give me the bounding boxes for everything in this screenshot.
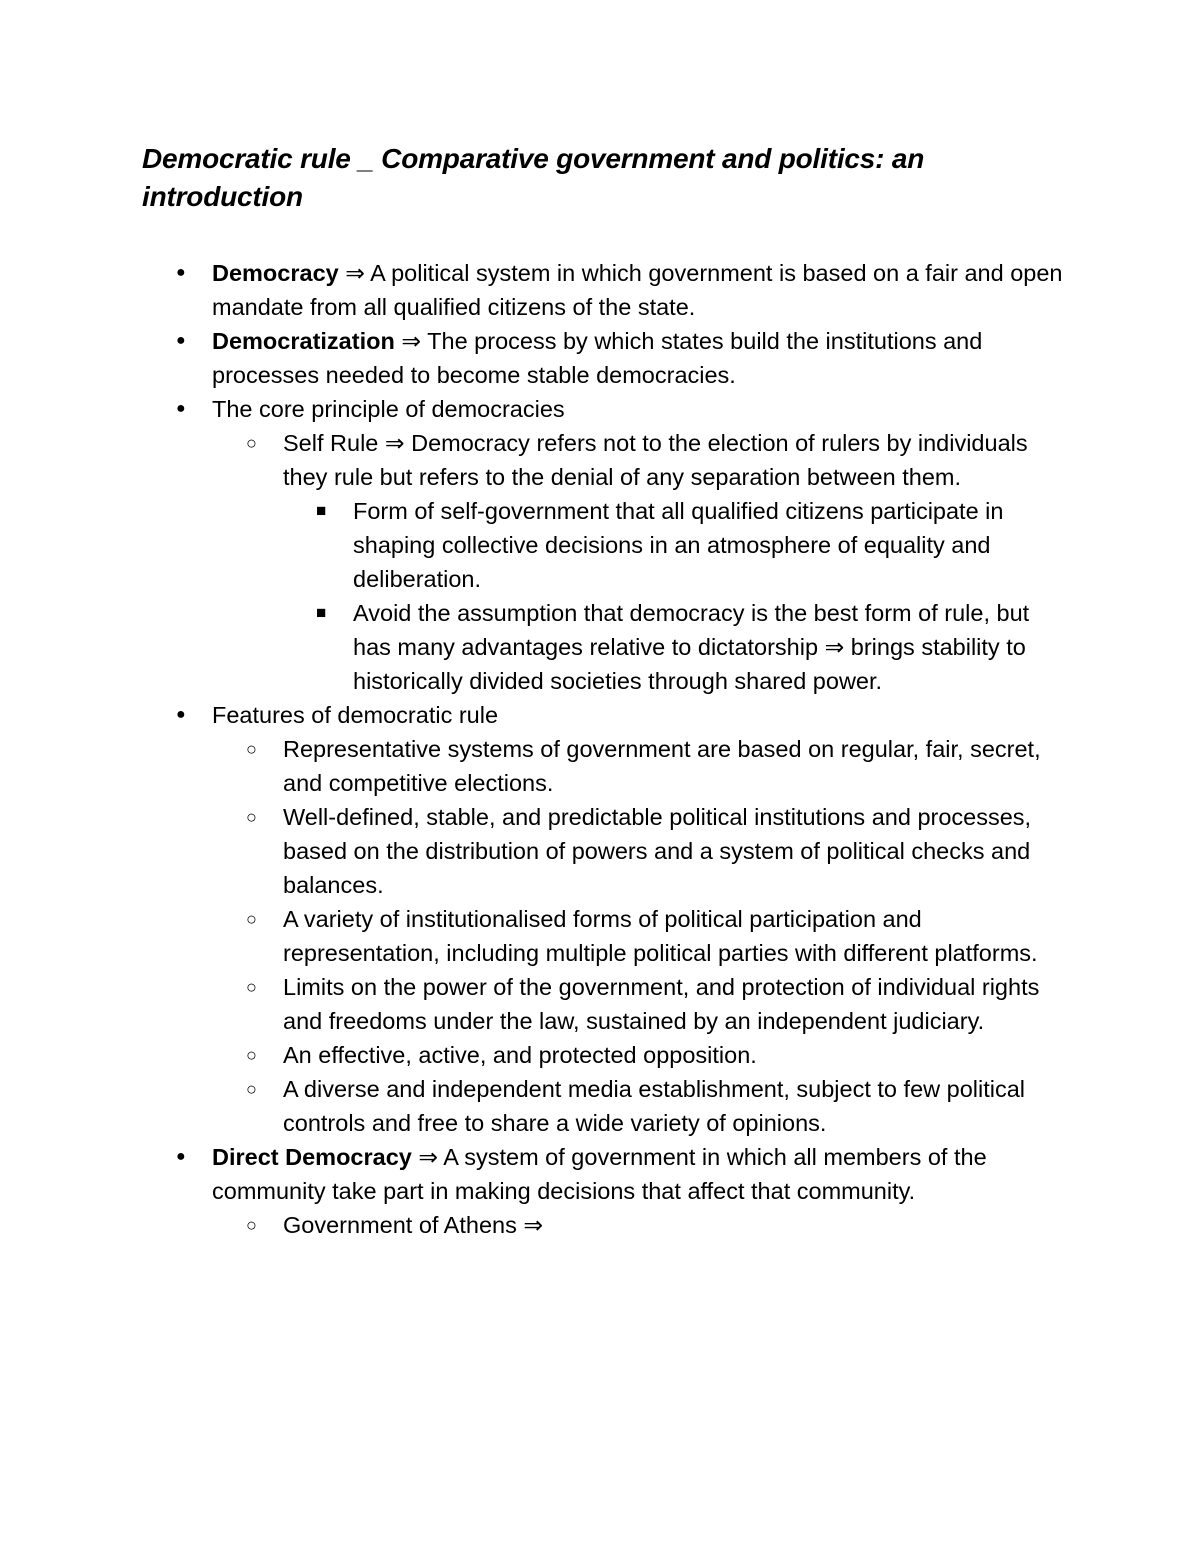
list-item-self-government <box>0 494 1073 596</box>
item-text: ⇒ The process by which states build the institutions and processes needed to become stable democracies. <box>212 328 983 388</box>
circle-bullet-icon: ○ <box>246 1079 257 1099</box>
item-text: Self Rule ⇒ Democracy refers not to the election of rulers by individuals they rule but refers to the denial of any separation between them. <box>283 430 1028 490</box>
item-text: ⇒ A system of government in which all members of the community take part in making decisions that affect that community. <box>212 1144 987 1204</box>
circle-bullet-icon: ○ <box>246 739 257 759</box>
list-item-athens <box>0 1208 1073 1242</box>
list-item-limits-on-power <box>0 970 1073 1038</box>
item-text: Features of democratic rule <box>212 702 499 728</box>
term-label: Direct Democracy <box>212 1144 412 1170</box>
item-text: An effective, active, and protected opposition. <box>283 1042 757 1068</box>
circle-bullet-icon: ○ <box>246 977 257 997</box>
list-item-direct-democracy <box>0 1140 1072 1208</box>
list-item-institutions <box>0 800 1073 902</box>
circle-bullet-icon: ○ <box>246 433 257 453</box>
item-text: Representative systems of government are based on regular, fair, secret, and competitive elections. <box>283 736 1041 796</box>
list-item-media <box>0 1072 1073 1140</box>
notes-list <box>0 256 1200 1242</box>
square-bullet-icon: ■ <box>316 501 327 520</box>
circle-bullet-icon: ○ <box>246 1045 257 1065</box>
disc-bullet-icon: ● <box>176 706 186 723</box>
item-text: Government of Athens ⇒ <box>283 1212 544 1238</box>
term-label: Democracy <box>212 260 339 286</box>
disc-bullet-icon: ● <box>176 1148 186 1165</box>
item-text: Avoid the assumption that democracy is the best form of rule, but has many advantages relative to dictatorship ⇒ brings stability to historically divided societies through shared power. <box>353 600 1030 694</box>
list-item-representative-systems <box>0 732 1073 800</box>
list-item-core-principle <box>0 392 1072 426</box>
circle-bullet-icon: ○ <box>246 909 257 929</box>
list-item-democracy <box>0 256 1072 324</box>
term-label: Democratization <box>212 328 395 354</box>
list-item-avoid-assumption <box>0 596 1073 698</box>
list-item-self-rule <box>0 426 1073 494</box>
item-text: A diverse and independent media establishment, subject to few political controls and free to share a wide variety of opinions. <box>283 1076 1026 1136</box>
item-text: Form of self-government that all qualified citizens participate in shaping collective decisions in an atmosphere of equality and deliberation. <box>353 498 1004 592</box>
item-text: ⇒ A political system in which government is based on a fair and open mandate from all qualified citizens of the state. <box>212 260 1063 320</box>
item-text: Limits on the power of the government, and protection of individual rights and freedoms under the law, sustained by an independent judiciary. <box>283 974 1040 1034</box>
circle-bullet-icon: ○ <box>246 807 257 827</box>
list-item-features <box>0 698 1072 732</box>
item-text: The core principle of democracies <box>212 396 565 422</box>
list-item-opposition <box>0 1038 1073 1072</box>
document-title: Democratic rule _ Comparative government and politics: an introduction <box>142 143 925 212</box>
disc-bullet-icon: ● <box>176 332 186 349</box>
square-bullet-icon: ■ <box>316 603 327 622</box>
list-item-participation <box>0 902 1073 970</box>
disc-bullet-icon: ● <box>176 400 186 417</box>
disc-bullet-icon: ● <box>176 264 186 281</box>
list-item-democratization <box>0 324 1072 392</box>
circle-bullet-icon: ○ <box>246 1215 257 1235</box>
item-text: Well-defined, stable, and predictable political institutions and processes, based on the distribution of powers and a system of political checks and balances. <box>283 804 1032 898</box>
item-text: A variety of institutionalised forms of political participation and representation, including multiple political parties with different platforms. <box>283 906 1038 966</box>
